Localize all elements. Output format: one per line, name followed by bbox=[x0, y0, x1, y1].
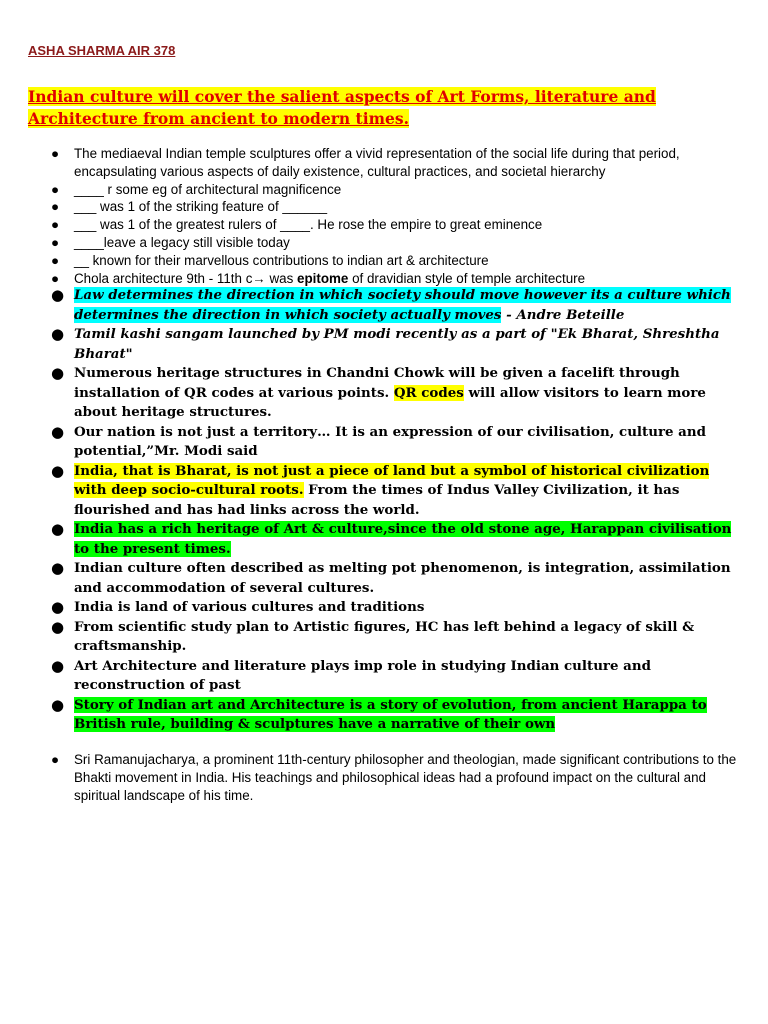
list-item bbox=[0, 198, 768, 216]
bullet-icon: ● bbox=[51, 695, 65, 714]
notes-list-top bbox=[0, 145, 768, 287]
list-item-text: Our nation is not just a territory… It is an expression of our civilisation, culture and potential,”Mr. Modi said bbox=[74, 423, 706, 459]
list-item-text: ___ was 1 of the striking feature of ______ bbox=[74, 199, 328, 215]
bullet-icon: ● bbox=[51, 617, 65, 636]
bullet-icon: ● bbox=[51, 520, 65, 538]
notes-list-main bbox=[0, 286, 768, 735]
list-item bbox=[0, 216, 768, 234]
list-item-text: ___ was 1 of the greatest rulers of ____. He rose the empire to great eminence bbox=[74, 217, 543, 233]
list-item bbox=[0, 270, 768, 288]
list-item bbox=[0, 181, 768, 199]
list-item-text: The mediaeval Indian temple sculptures offer a vivid representation of the social life during that period, encapsulating various aspects of daily existence, cultural practices, and societal hierarchy bbox=[74, 146, 680, 179]
qr-codes-highlight: QR codes bbox=[393, 384, 464, 401]
chola-text-bold: epitome bbox=[297, 270, 349, 286]
bullet-icon: ● bbox=[51, 559, 65, 577]
list-item-text: India is land of various cultures and traditions bbox=[74, 599, 425, 615]
bullet-icon: ● bbox=[51, 364, 65, 382]
list-item bbox=[0, 657, 768, 696]
notes-list-bottom bbox=[0, 751, 768, 804]
chandni-chowk-after: will allow visitors to learn more about heritage structures. bbox=[74, 384, 706, 420]
list-item bbox=[0, 286, 768, 325]
list-item bbox=[0, 423, 768, 462]
chola-text-before: Chola architecture 9th - 11th c→ was bbox=[74, 270, 298, 286]
rich-heritage-highlight: India has a rich heritage of Art & culture,since the old stone age, Harappan civilisation to the present times. bbox=[74, 521, 732, 557]
bullet-icon: ● bbox=[51, 234, 60, 250]
list-item-text: Tamil kashi sangam launched by PM modi recently as a part of "Ek Bharat, Shreshtha Bharat" bbox=[74, 326, 720, 362]
bullet-icon: ● bbox=[51, 325, 65, 343]
bharat-after: From the times of Indus Valley Civilization, it has flourished and has had links across the world. bbox=[74, 482, 680, 518]
title-highlight: Indian culture will cover the salient aspects of Art Forms, literature and Architecture from ancient to modern times. bbox=[28, 87, 656, 128]
law-culture-quote: Law determines the direction in which society should move however its a culture which determines the direction in which society actually moves bbox=[74, 287, 731, 323]
list-item bbox=[0, 520, 768, 559]
bullet-icon: ● bbox=[51, 217, 60, 233]
chola-text-after: of dravidian style of temple architecture bbox=[348, 270, 586, 286]
bullet-icon: ● bbox=[51, 252, 60, 268]
bullet-icon: ● bbox=[51, 656, 65, 675]
list-item bbox=[0, 618, 768, 657]
author-label: ASHA SHARMA AIR 378 bbox=[28, 43, 176, 58]
bullet-icon: ● bbox=[51, 461, 65, 480]
list-item-text: Indian culture often described as melting pot phenomenon, is integration, assimilation and accommodation of several cultures. bbox=[74, 560, 731, 596]
list-item bbox=[0, 145, 768, 181]
bullet-icon: ● bbox=[51, 422, 65, 441]
list-item bbox=[0, 598, 768, 618]
bullet-icon: ● bbox=[51, 598, 65, 616]
list-item bbox=[0, 364, 768, 423]
list-item-text: Art Architecture and literature plays imp role in studying Indian culture and reconstruction of past bbox=[74, 657, 651, 693]
list-item bbox=[0, 559, 768, 598]
list-item bbox=[0, 462, 768, 521]
list-item-text: From scientific study plan to Artistic figures, HC has left behind a legacy of skill & craftsmanship. bbox=[74, 618, 695, 654]
bullet-icon: ● bbox=[51, 270, 60, 286]
list-item bbox=[0, 252, 768, 270]
list-item-text: __ known for their marvellous contributions to indian art & architecture bbox=[74, 252, 489, 268]
list-item bbox=[0, 234, 768, 252]
bullet-icon: ● bbox=[51, 286, 65, 304]
list-item-text: Sri Ramanujacharya, a prominent 11th-century philosopher and theologian, made significant contributions to the Bhakti movement in India. His teachings and philosophical ideas had a profound impact on the cultural and spiritual landscape of his time. bbox=[74, 752, 737, 803]
page-title bbox=[28, 86, 748, 130]
story-evolution-highlight: Story of Indian art and Architecture is a story of evolution, from ancient Harappa to British rule, building & sculptures have a narrative of their own bbox=[74, 696, 707, 732]
bullet-icon: ● bbox=[51, 752, 60, 767]
law-culture-attribution: - Andre Beteille bbox=[501, 306, 625, 323]
list-item bbox=[0, 325, 768, 364]
list-item-text: ____leave a legacy still visible today bbox=[74, 234, 290, 250]
bharat-highlight: India, that is Bharat, is not just a piece of land but a symbol of historical civilization with deep socio-cultural roots. bbox=[74, 462, 710, 498]
chandni-chowk-before: Numerous heritage structures in Chandni Chowk will be given a facelift through installation of QR codes at various points. bbox=[74, 365, 680, 401]
list-item bbox=[0, 751, 768, 804]
bullet-icon: ● bbox=[51, 146, 60, 161]
bullet-icon: ● bbox=[51, 199, 60, 215]
bullet-icon: ● bbox=[51, 181, 60, 197]
list-item-text: ____ r some eg of architectural magnificence bbox=[74, 181, 342, 197]
list-item bbox=[0, 696, 768, 735]
